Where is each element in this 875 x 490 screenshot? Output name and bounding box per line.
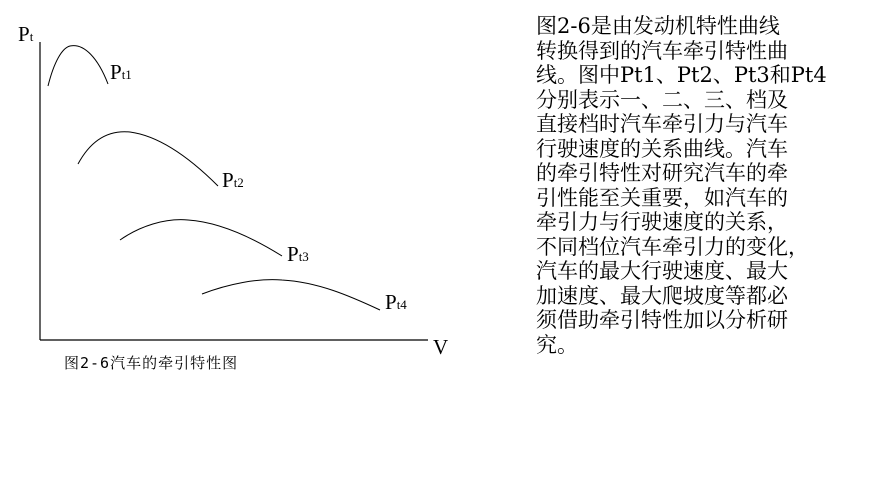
y-axis-label-main: P (18, 22, 30, 46)
figure-caption: 图2-6汽车的牵引特性图 (64, 354, 239, 372)
description-line: 的牵引特性对研究汽车的牵 (536, 161, 788, 185)
curve-label-pt2 (222, 170, 244, 191)
description-line: 究。 (536, 332, 578, 357)
description-line: 加速度、最大爬坡度等都必 (536, 283, 788, 308)
description-line: 引性能至关重要，如汽车的 (536, 185, 788, 210)
curve-label-pt3-main: P (287, 242, 299, 266)
description-line: 汽车的最大行驶速度、最大 (536, 259, 788, 283)
curve-pt2 (78, 132, 218, 186)
x-axis-label: V (433, 335, 449, 359)
curve-label-pt3-sub: t3 (298, 249, 309, 264)
description-line: 行驶速度的关系曲线。汽车 (536, 136, 788, 161)
description-line: 图2-6是由发动机特性曲线 (536, 14, 780, 38)
curve-label-pt4-sub: t4 (396, 297, 407, 312)
curve-pt3 (120, 220, 282, 256)
description-line: 分别表示一、二、三、档及 (536, 87, 788, 112)
curve-label-pt2-sub: t2 (233, 175, 244, 190)
curve-label-pt1 (110, 62, 132, 83)
curve-label-pt1-main: P (110, 60, 122, 84)
curve-pt1 (48, 46, 108, 86)
curve-pt4 (202, 280, 380, 310)
curve-label-pt1-sub: t1 (121, 67, 132, 82)
y-axis-label-sub: t (29, 29, 34, 44)
curve-label-pt2-main: P (222, 168, 234, 192)
description-line: 线。图中Pt1、Pt2、Pt3和Pt4 (536, 63, 827, 87)
curve-label-pt3 (287, 244, 309, 265)
description-text (536, 14, 866, 357)
curve-label-pt4 (385, 292, 407, 313)
description-line: 不同档位汽车牵引力的变化， (536, 234, 809, 259)
y-axis-label (18, 24, 33, 45)
description-line: 须借助牵引特性加以分析研 (536, 308, 788, 332)
description-line: 牵引力与行驶速度的关系， (536, 210, 788, 234)
description-line: 直接档时汽车牵引力与汽车 (536, 112, 788, 136)
curve-label-pt4-main: P (385, 290, 397, 314)
description-line: 转换得到的汽车牵引特性曲 (536, 38, 788, 63)
